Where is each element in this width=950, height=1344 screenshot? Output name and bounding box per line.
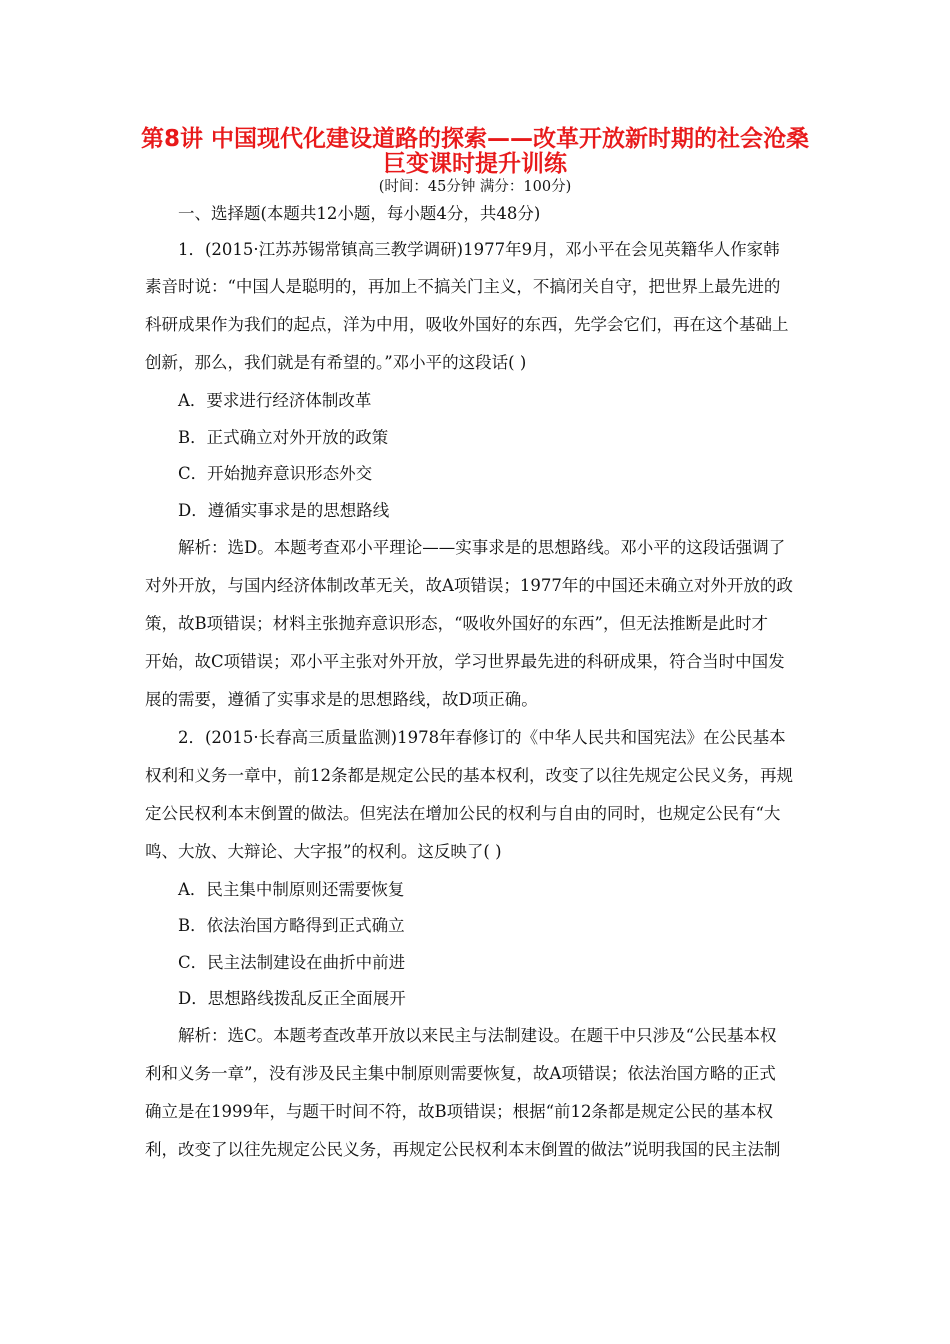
q2-stem-line: 权利和义务一章中，前12条都是规定公民的基本权利，改变了以往先规定公民义务，再规 [145,766,793,785]
q2-analysis-line: 解析：选C。本题考查改革开放以来民主与法制建设。在题干中只涉及“公民基本权 [178,1026,777,1045]
q1-stem-line: 创新，那么，我们就是有希望的。”邓小平的这段话( ) [145,353,527,372]
q2-option-c: C．民主法制建设在曲折中前进 [178,953,406,972]
q2-option-d: D．思想路线拨乱反正全面展开 [178,989,406,1008]
q1-stem-line: 科研成果作为我们的起点，洋为中用，吸收外国好的东西，先学会它们，再在这个基础上 [145,315,789,334]
q1-option-a: A．要求进行经济体制改革 [178,391,372,410]
q2-stem-line: 2．(2015·长春高三质量监测)1978年春修订的《中华人民共和国宪法》在公民基本 [178,728,786,747]
q1-stem-line: 1．(2015·江苏苏锡常镇高三教学调研)1977年9月，邓小平在会见英籍华人作家韩 [178,240,780,259]
q1-analysis-line: 开始，故C项错误；邓小平主张对外开放，学习世界最先进的科研成果，符合当时中国发 [145,652,785,671]
q1-option-d: D．遵循实事求是的思想路线 [178,501,390,520]
q2-stem-line: 鸣、大放、大辩论、大字报”的权利。这反映了( ) [145,842,502,861]
q2-option-a: A．民主集中制原则还需要恢复 [178,880,405,899]
page-title-line-1: 第8讲 中国现代化建设道路的探索——改革开放新时期的社会沧桑 [140,126,809,152]
q1-option-c: C．开始抛弃意识形态外交 [178,464,373,483]
q2-stem-line: 定公民权利本末倒置的做法。但宪法在增加公民的权利与自由的同时，也规定公民有“大 [145,804,781,823]
q2-analysis-line: 利，改变了以往先规定公民义务，再规定公民权利本末倒置的做法”说明我国的民主法制 [145,1140,781,1159]
q2-analysis-line: 确立是在1999年，与题干时间不符，故B项错误；根据“前12条都是规定公民的基本权 [145,1102,774,1121]
q1-analysis-line: 对外开放，与国内经济体制改革无关，故A项错误；1977年的中国还未确立对外开放的政 [145,576,793,595]
q1-analysis-line: 策，故B项错误；材料主张抛弃意识形态，“吸收外国好的东西”，但无法推断是此时才 [145,614,768,633]
q2-analysis-line: 利和义务一章”，没有涉及民主集中制原则需要恢复，故A项错误；依法治国方略的正式 [145,1064,776,1083]
time-score-info: (时间：45分钟 满分：100分) [378,179,572,195]
q1-analysis-line: 解析：选D。本题考查邓小平理论——实事求是的思想路线。邓小平的这段话强调了 [178,538,786,557]
q1-option-b: B．正式确立对外开放的政策 [178,428,389,447]
page-title-line-2: 巨变课时提升训练 [383,151,567,177]
q1-stem-line: 素音时说：“中国人是聪明的，再加上不搞关门主义，不搞闭关自守，把世界上最先进的 [145,277,781,296]
q1-analysis-line: 展的需要，遵循了实事求是的思想路线，故D项正确。 [145,690,538,709]
q2-option-b: B．依法治国方略得到正式确立 [178,916,405,935]
section-heading: 一、选择题(本题共12小题，每小题4分，共48分) [178,204,541,223]
